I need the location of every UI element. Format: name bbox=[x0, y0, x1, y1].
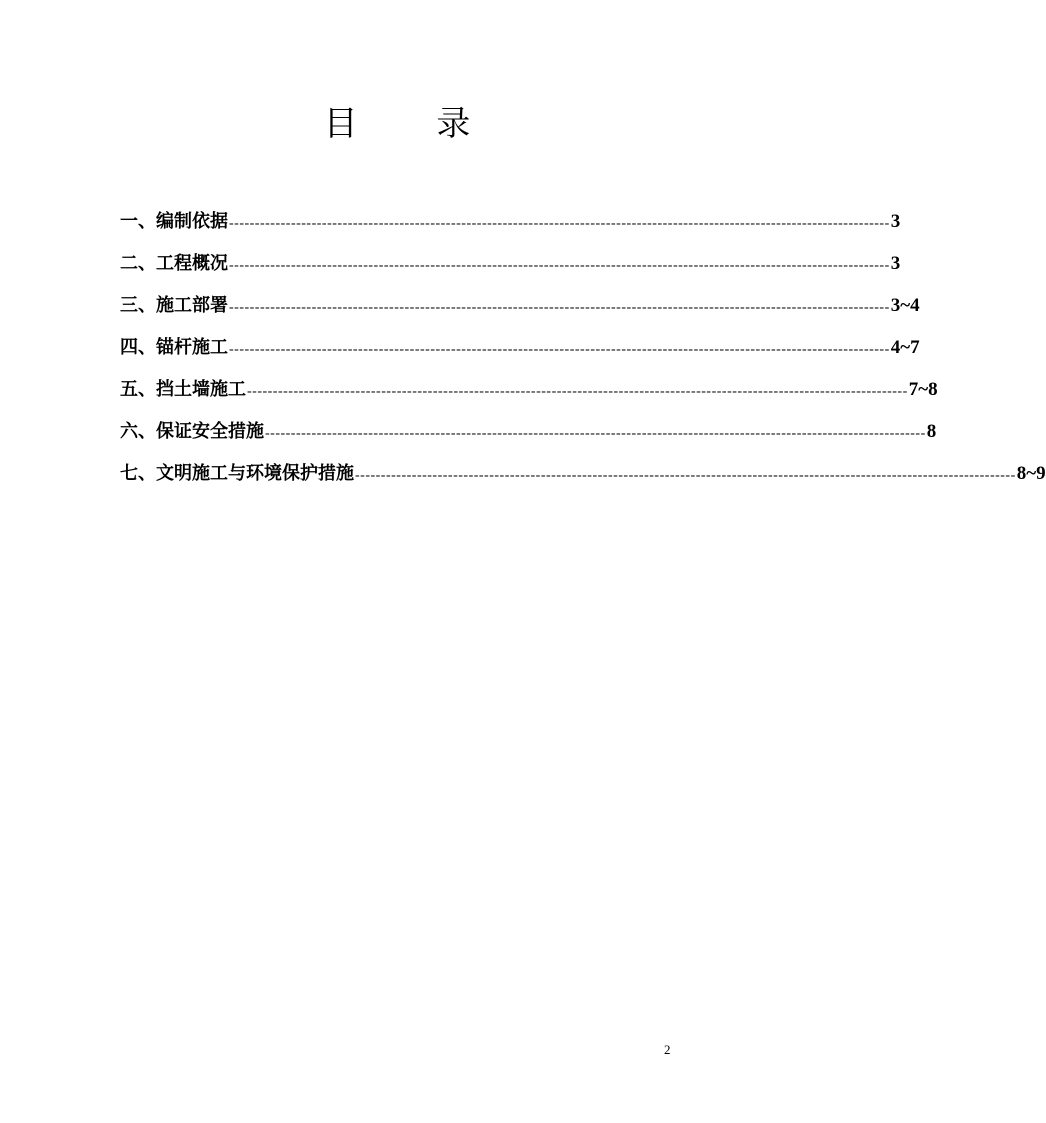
toc-entry-page: 4~7 bbox=[890, 337, 920, 358]
toc-entry[interactable] bbox=[120, 201, 901, 243]
toc-entry-page: 8~9 bbox=[1016, 463, 1046, 484]
toc-entry-label: 七、文明施工与环境保护措施 bbox=[120, 463, 354, 484]
toc-entry[interactable] bbox=[120, 369, 938, 411]
toc-entry-page: 3 bbox=[890, 253, 901, 274]
toc-dot-leader: -------------------------------------------------------------------------------------------------------------------------------- bbox=[229, 342, 890, 357]
toc-entry-page: 7~8 bbox=[908, 379, 938, 400]
toc-entry[interactable] bbox=[120, 411, 937, 453]
toc-entry-label: 五、挡土墙施工 bbox=[120, 379, 246, 400]
toc-dot-leader: -------------------------------------------------------------------------------------------------------------------------------- bbox=[247, 384, 908, 399]
toc-entry-label: 四、锚杆施工 bbox=[120, 337, 228, 358]
toc-dot-leader: -------------------------------------------------------------------------------------------------------------------------------- bbox=[229, 216, 890, 231]
toc-entry[interactable] bbox=[120, 453, 1046, 495]
page-number: 2 bbox=[664, 1042, 671, 1057]
toc-entry[interactable] bbox=[120, 285, 920, 327]
toc-entry[interactable] bbox=[120, 243, 901, 285]
toc-entry-label: 六、保证安全措施 bbox=[120, 421, 264, 442]
toc-entry-label: 一、编制依据 bbox=[120, 211, 228, 232]
toc-entry-label: 三、施工部署 bbox=[120, 295, 228, 316]
toc-entry[interactable] bbox=[120, 327, 920, 369]
page-title: 目 录 bbox=[323, 104, 505, 144]
toc-dot-leader: -------------------------------------------------------------------------------------------------------------------------------- bbox=[229, 300, 890, 315]
toc-entry-page: 8 bbox=[926, 421, 937, 442]
toc-entry-label: 二、工程概况 bbox=[120, 253, 228, 274]
toc-entry-page: 3~4 bbox=[890, 295, 920, 316]
toc-dot-leader: -------------------------------------------------------------------------------------------------------------------------------- bbox=[229, 258, 890, 273]
toc-dot-leader: -------------------------------------------------------------------------------------------------------------------------------- bbox=[355, 468, 1016, 483]
toc-dot-leader: -------------------------------------------------------------------------------------------------------------------------------- bbox=[265, 426, 926, 441]
toc-entry-page: 3 bbox=[890, 211, 901, 232]
table-of-contents bbox=[120, 201, 1046, 495]
